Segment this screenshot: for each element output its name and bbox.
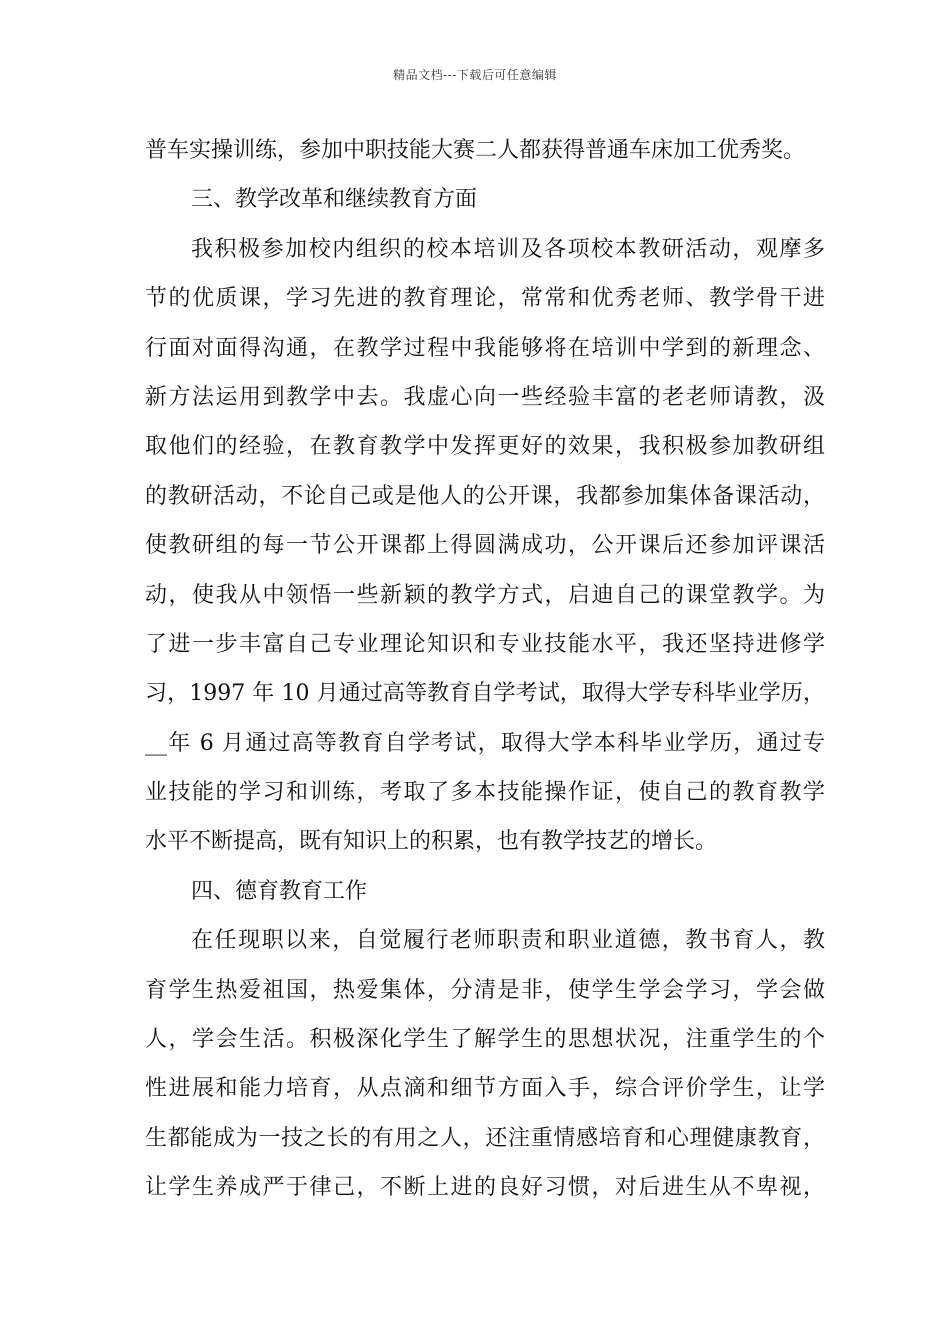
text-line: 了进一步丰富自己专业理论知识和专业技能水平，我还坚持进修学 <box>145 631 825 657</box>
text-line: 节的优质课，学习先进的教育理论，常常和优秀老师、教学骨干进 <box>145 286 825 312</box>
text-line: 行面对面得沟通，在教学过程中我能够将在培训中学到的新理念、 <box>145 335 825 361</box>
text-line: 使教研组的每一节公开课都上得圆满成功，公开课后还参加评课活 <box>145 533 825 559</box>
text-line: 水平不断提高，既有知识上的积累，也有教学技艺的增长。 <box>145 829 718 855</box>
text-line: 业技能的学习和训练，考取了多本技能操作证，使自己的教育教学 <box>145 780 825 806</box>
text-line: 动，使我从中领悟一些新颖的教学方式，启迪自己的课堂教学。为 <box>145 582 825 608</box>
text-line: 人，学会生活。积极深化学生了解学生的思想状况，注重学生的个 <box>145 1027 825 1053</box>
text-line: 我积极参加校内组织的校本培训及各项校本教研活动，观摩多 <box>191 236 825 262</box>
text-line: 取他们的经验，在教育教学中发挥更好的效果，我积极参加教研组 <box>145 434 825 460</box>
text-line: __年 6 月通过高等教育自学考试，取得大学本科毕业学历，通过专 <box>145 730 825 756</box>
document-body <box>145 126 825 1213</box>
text-line: 的教研活动，不论自己或是他人的公开课，我都参加集体备课活动， <box>145 483 825 509</box>
text-line: 让学生养成严于律己，不断上进的良好习惯，对后进生从不卑视， <box>145 1175 825 1201</box>
text-line: 普车实操训练，参加中职技能大赛二人都获得普通车床加工优秀奖。 <box>145 138 806 163</box>
text-line: 习，1997 年 10 月通过高等教育自学考试，取得大学专科毕业学历， <box>145 681 825 707</box>
text-line: 性进展和能力培育，从点滴和细节方面入手，综合评价学生，让学 <box>145 1076 825 1102</box>
text-line: 生都能成为一技之长的有用之人，还注重情感培育和心理健康教育， <box>145 1125 825 1151</box>
text-line: 新方法运用到教学中去。我虚心向一些经验丰富的老老师请教，汲 <box>145 384 825 410</box>
section-heading: 三、教学改革和继续教育方面 <box>191 187 478 213</box>
page-header: 精品文档---下载后可任意编辑 <box>393 68 557 82</box>
text-line: 在任现职以来，自觉履行老师职责和职业道德，教书育人，教 <box>191 928 825 954</box>
section-heading: 四、德育教育工作 <box>191 878 368 904</box>
text-line: 育学生热爱祖国，热爱集体，分清是非，使学生学会学习，学会做 <box>145 977 825 1003</box>
